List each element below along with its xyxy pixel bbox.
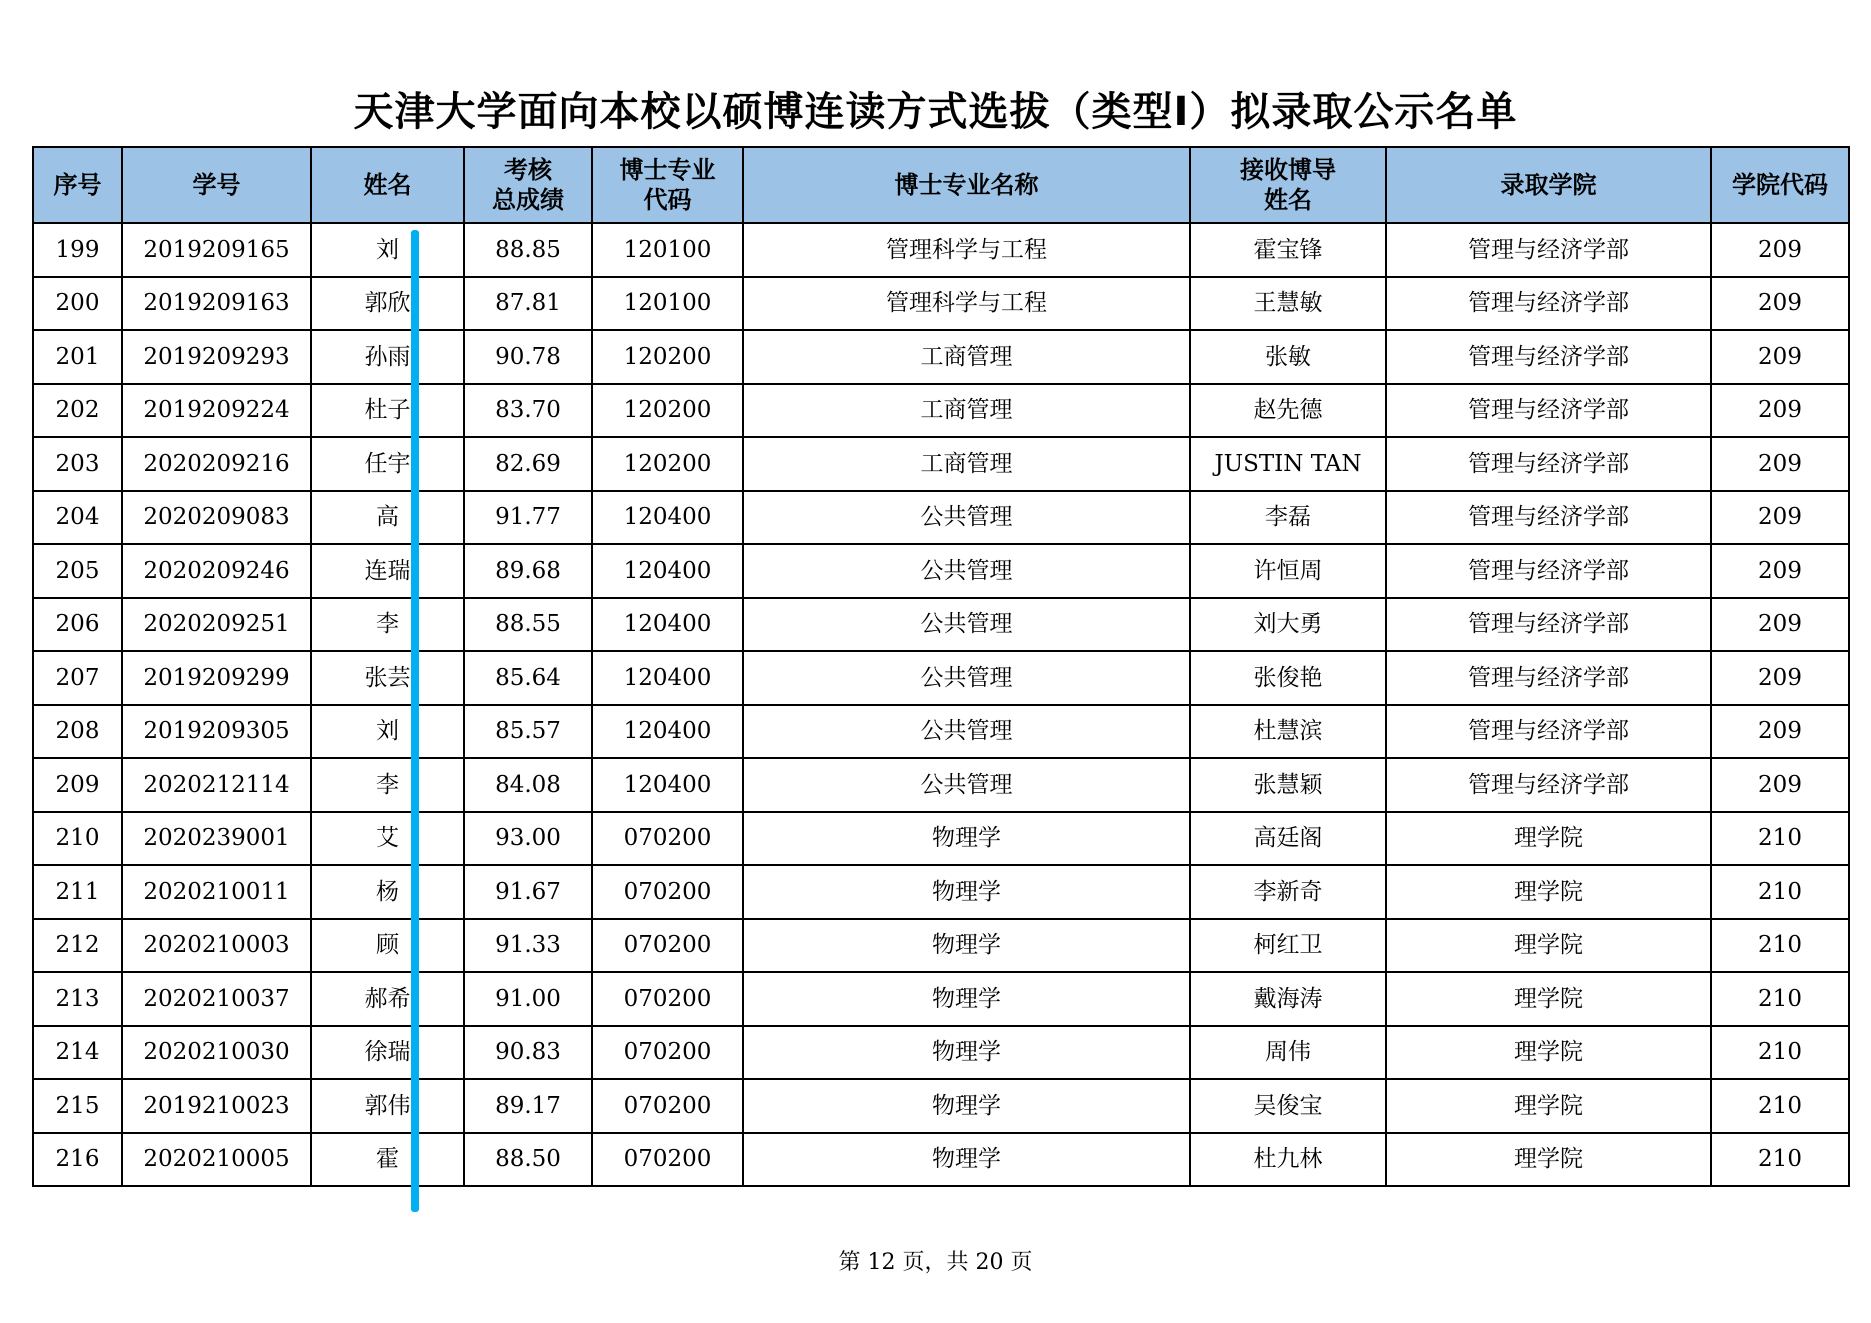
table-row [33, 1079, 1849, 1133]
col-header-college-code: 学院代码 [1711, 147, 1849, 223]
cell-major-code: 070200 [592, 865, 743, 919]
cell-college-code: 209 [1711, 223, 1849, 277]
table-row [33, 972, 1849, 1026]
cell-seq: 200 [33, 277, 122, 331]
cell-score: 84.08 [464, 758, 592, 812]
cell-college: 理学院 [1386, 812, 1711, 866]
cell-college-code: 209 [1711, 598, 1849, 652]
cell-seq: 213 [33, 972, 122, 1026]
cell-name: 孙雨 [311, 330, 464, 384]
cell-score: 90.78 [464, 330, 592, 384]
cell-student-id: 2020210005 [122, 1133, 311, 1187]
cell-college: 理学院 [1386, 1133, 1711, 1187]
cell-name: 郭欣 [311, 277, 464, 331]
cell-major-name: 工商管理 [743, 384, 1190, 438]
cell-student-id: 2020209246 [122, 544, 311, 598]
cell-name: 郭伟 [311, 1079, 464, 1133]
cell-score: 93.00 [464, 812, 592, 866]
cell-student-id: 2020210003 [122, 919, 311, 973]
cell-supervisor: 张敏 [1190, 330, 1386, 384]
cell-major-code: 070200 [592, 1133, 743, 1187]
cell-student-id: 2019209224 [122, 384, 311, 438]
cell-student-id: 2019210023 [122, 1079, 311, 1133]
cell-college: 理学院 [1386, 865, 1711, 919]
cell-college: 管理与经济学部 [1386, 223, 1711, 277]
table-row [33, 598, 1849, 652]
cell-major-name: 公共管理 [743, 598, 1190, 652]
cell-college: 管理与经济学部 [1386, 277, 1711, 331]
cell-college-code: 210 [1711, 972, 1849, 1026]
cell-supervisor: 刘大勇 [1190, 598, 1386, 652]
cell-student-id: 2020212114 [122, 758, 311, 812]
col-header-student-id: 学号 [122, 147, 311, 223]
cell-student-id: 2020210030 [122, 1026, 311, 1080]
cell-supervisor: 赵先德 [1190, 384, 1386, 438]
cell-major-name: 物理学 [743, 972, 1190, 1026]
table-row [33, 758, 1849, 812]
cell-major-code: 120400 [592, 651, 743, 705]
cell-score: 83.70 [464, 384, 592, 438]
cell-score: 89.68 [464, 544, 592, 598]
cell-major-code: 120400 [592, 598, 743, 652]
cell-name: 顾 [311, 919, 464, 973]
cell-score: 88.50 [464, 1133, 592, 1187]
cell-seq: 211 [33, 865, 122, 919]
cell-student-id: 2020210011 [122, 865, 311, 919]
cell-major-name: 物理学 [743, 1079, 1190, 1133]
cell-seq: 203 [33, 437, 122, 491]
col-header-supervisor: 接收博导 姓名 [1190, 147, 1386, 223]
table-row [33, 1026, 1849, 1080]
cell-supervisor: 周伟 [1190, 1026, 1386, 1080]
table-row [33, 330, 1849, 384]
cell-name: 艾 [311, 812, 464, 866]
cell-major-name: 公共管理 [743, 705, 1190, 759]
col-header-seq: 序号 [33, 147, 122, 223]
admission-table [32, 146, 1850, 1187]
cell-name: 任宇 [311, 437, 464, 491]
cell-college-code: 209 [1711, 705, 1849, 759]
cell-major-name: 工商管理 [743, 330, 1190, 384]
document-title: 天津大学面向本校以硕博连读方式选拔（类型Ⅰ）拟录取公示名单 [353, 89, 1518, 135]
cell-college-code: 210 [1711, 1079, 1849, 1133]
cell-major-code: 120200 [592, 330, 743, 384]
cell-name: 郝希 [311, 972, 464, 1026]
cell-college: 管理与经济学部 [1386, 330, 1711, 384]
cell-major-name: 物理学 [743, 919, 1190, 973]
cell-student-id: 2020239001 [122, 812, 311, 866]
cell-supervisor: 霍宝锋 [1190, 223, 1386, 277]
cell-supervisor: 戴海涛 [1190, 972, 1386, 1026]
cell-student-id: 2019209163 [122, 277, 311, 331]
cell-score: 91.67 [464, 865, 592, 919]
name-redaction-bar [411, 230, 419, 1212]
cell-student-id: 2020210037 [122, 972, 311, 1026]
cell-major-name: 物理学 [743, 812, 1190, 866]
cell-college: 管理与经济学部 [1386, 491, 1711, 545]
cell-name: 杨 [311, 865, 464, 919]
cell-college: 管理与经济学部 [1386, 437, 1711, 491]
cell-major-code: 120100 [592, 277, 743, 331]
cell-score: 82.69 [464, 437, 592, 491]
cell-student-id: 2019209299 [122, 651, 311, 705]
cell-major-name: 公共管理 [743, 544, 1190, 598]
cell-college: 管理与经济学部 [1386, 598, 1711, 652]
cell-college: 理学院 [1386, 972, 1711, 1026]
cell-student-id: 2020209251 [122, 598, 311, 652]
cell-score: 88.85 [464, 223, 592, 277]
cell-college-code: 209 [1711, 491, 1849, 545]
cell-college-code: 210 [1711, 865, 1849, 919]
cell-major-code: 120400 [592, 544, 743, 598]
cell-name: 徐瑞 [311, 1026, 464, 1080]
cell-major-name: 物理学 [743, 1026, 1190, 1080]
cell-score: 87.81 [464, 277, 592, 331]
page-number: 第 12 页，共 20 页 [838, 1250, 1033, 1275]
cell-seq: 199 [33, 223, 122, 277]
cell-score: 88.55 [464, 598, 592, 652]
cell-supervisor: JUSTIN TAN [1190, 437, 1386, 491]
cell-college: 管理与经济学部 [1386, 384, 1711, 438]
cell-college-code: 210 [1711, 919, 1849, 973]
cell-major-name: 管理科学与工程 [743, 223, 1190, 277]
table-row [33, 705, 1849, 759]
cell-supervisor: 张慧颖 [1190, 758, 1386, 812]
cell-major-code: 120400 [592, 491, 743, 545]
table-header-row [33, 147, 1849, 223]
cell-college-code: 210 [1711, 1026, 1849, 1080]
cell-college-code: 209 [1711, 277, 1849, 331]
table-row [33, 384, 1849, 438]
cell-name: 杜子 [311, 384, 464, 438]
cell-major-name: 公共管理 [743, 758, 1190, 812]
cell-supervisor: 李新奇 [1190, 865, 1386, 919]
cell-name: 刘 [311, 705, 464, 759]
cell-seq: 202 [33, 384, 122, 438]
cell-supervisor: 杜九林 [1190, 1133, 1386, 1187]
cell-college: 理学院 [1386, 919, 1711, 973]
cell-major-name: 物理学 [743, 865, 1190, 919]
cell-major-code: 120200 [592, 384, 743, 438]
cell-name: 张芸 [311, 651, 464, 705]
cell-major-code: 120400 [592, 758, 743, 812]
cell-major-name: 工商管理 [743, 437, 1190, 491]
cell-score: 91.33 [464, 919, 592, 973]
cell-major-name: 公共管理 [743, 651, 1190, 705]
cell-seq: 209 [33, 758, 122, 812]
cell-major-code: 070200 [592, 919, 743, 973]
cell-college: 理学院 [1386, 1026, 1711, 1080]
cell-college: 管理与经济学部 [1386, 651, 1711, 705]
cell-score: 90.83 [464, 1026, 592, 1080]
cell-college: 管理与经济学部 [1386, 705, 1711, 759]
cell-seq: 215 [33, 1079, 122, 1133]
cell-major-name: 物理学 [743, 1133, 1190, 1187]
cell-college-code: 209 [1711, 384, 1849, 438]
cell-major-code: 120400 [592, 705, 743, 759]
table-row [33, 1133, 1849, 1187]
cell-major-code: 070200 [592, 1026, 743, 1080]
cell-supervisor: 张俊艳 [1190, 651, 1386, 705]
table-row [33, 437, 1849, 491]
cell-major-name: 公共管理 [743, 491, 1190, 545]
table-body [33, 223, 1849, 1186]
cell-supervisor: 王慧敏 [1190, 277, 1386, 331]
cell-student-id: 2019209305 [122, 705, 311, 759]
cell-supervisor: 李磊 [1190, 491, 1386, 545]
cell-college-code: 209 [1711, 544, 1849, 598]
cell-supervisor: 杜慧滨 [1190, 705, 1386, 759]
table-row [33, 544, 1849, 598]
cell-college-code: 210 [1711, 1133, 1849, 1187]
cell-seq: 205 [33, 544, 122, 598]
cell-name: 刘 [311, 223, 464, 277]
cell-college-code: 209 [1711, 437, 1849, 491]
cell-name: 高 [311, 491, 464, 545]
cell-name: 连瑞 [311, 544, 464, 598]
cell-college-code: 209 [1711, 758, 1849, 812]
cell-supervisor: 高廷阁 [1190, 812, 1386, 866]
cell-college: 理学院 [1386, 1079, 1711, 1133]
cell-seq: 201 [33, 330, 122, 384]
cell-student-id: 2020209083 [122, 491, 311, 545]
table-row [33, 651, 1849, 705]
cell-major-code: 070200 [592, 1079, 743, 1133]
cell-college-code: 210 [1711, 812, 1849, 866]
cell-seq: 216 [33, 1133, 122, 1187]
cell-seq: 206 [33, 598, 122, 652]
cell-seq: 214 [33, 1026, 122, 1080]
cell-college: 管理与经济学部 [1386, 758, 1711, 812]
cell-major-name: 管理科学与工程 [743, 277, 1190, 331]
cell-name: 李 [311, 758, 464, 812]
cell-score: 85.64 [464, 651, 592, 705]
col-header-score: 考核 总成绩 [464, 147, 592, 223]
cell-seq: 208 [33, 705, 122, 759]
cell-college-code: 209 [1711, 651, 1849, 705]
table-row [33, 919, 1849, 973]
cell-major-code: 120200 [592, 437, 743, 491]
cell-score: 85.57 [464, 705, 592, 759]
col-header-college: 录取学院 [1386, 147, 1711, 223]
cell-score: 89.17 [464, 1079, 592, 1133]
table-row [33, 865, 1849, 919]
cell-major-code: 070200 [592, 812, 743, 866]
cell-student-id: 2019209293 [122, 330, 311, 384]
cell-college: 管理与经济学部 [1386, 544, 1711, 598]
cell-supervisor: 吴俊宝 [1190, 1079, 1386, 1133]
col-header-major-name: 博士专业名称 [743, 147, 1190, 223]
cell-college-code: 209 [1711, 330, 1849, 384]
col-header-name: 姓名 [311, 147, 464, 223]
table-row [33, 812, 1849, 866]
cell-seq: 210 [33, 812, 122, 866]
cell-seq: 204 [33, 491, 122, 545]
cell-score: 91.77 [464, 491, 592, 545]
cell-supervisor: 柯红卫 [1190, 919, 1386, 973]
cell-seq: 207 [33, 651, 122, 705]
cell-seq: 212 [33, 919, 122, 973]
cell-student-id: 2020209216 [122, 437, 311, 491]
table-row [33, 491, 1849, 545]
cell-score: 91.00 [464, 972, 592, 1026]
table-row [33, 277, 1849, 331]
cell-major-code: 070200 [592, 972, 743, 1026]
cell-major-code: 120100 [592, 223, 743, 277]
cell-supervisor: 许恒周 [1190, 544, 1386, 598]
cell-name: 霍 [311, 1133, 464, 1187]
cell-name: 李 [311, 598, 464, 652]
col-header-major-code: 博士专业 代码 [592, 147, 743, 223]
cell-student-id: 2019209165 [122, 223, 311, 277]
table-row [33, 223, 1849, 277]
